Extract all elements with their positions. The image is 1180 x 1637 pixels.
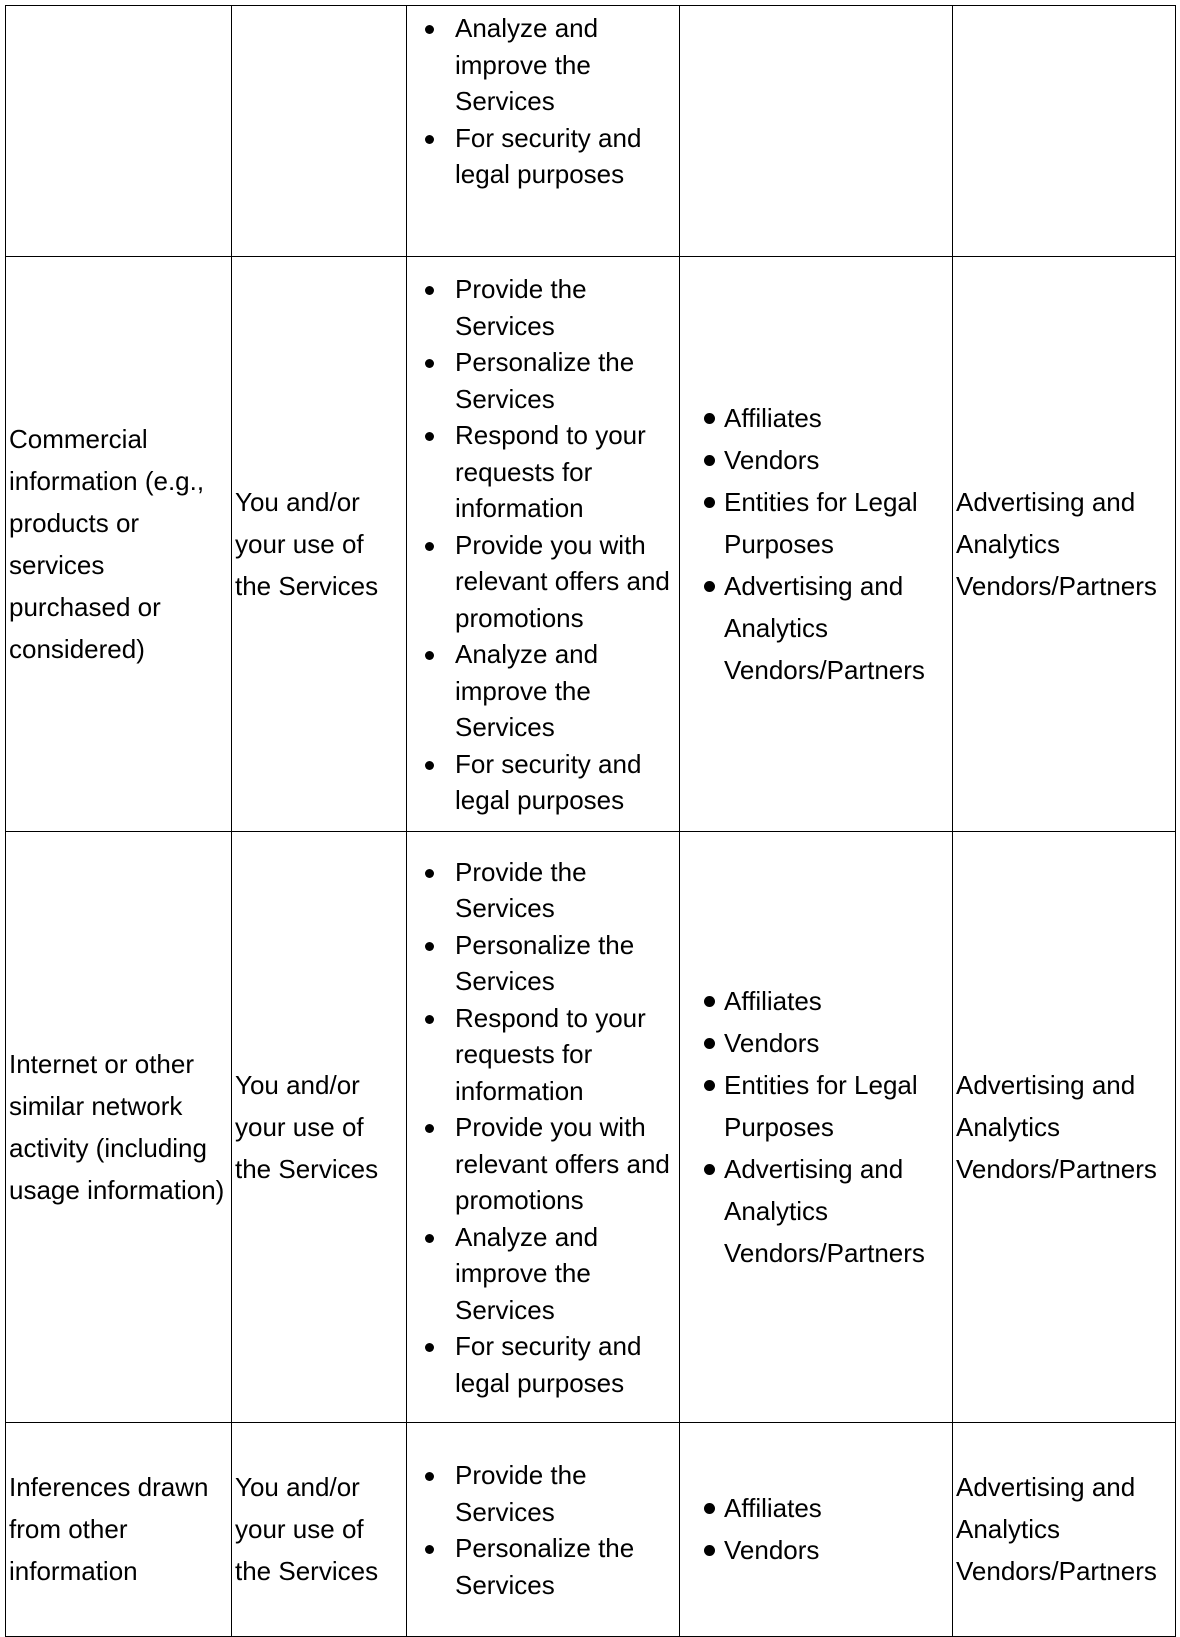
purposes-list [407,6,679,205]
source-text: You and/or your use of the Services [235,486,379,601]
purposes-list [407,1443,679,1615]
purposes-cell [407,257,680,832]
list-item: Entities for Legal Purposes [680,1064,948,1148]
list-item: Respond to your requests for information [407,417,671,527]
list-item: Provide you with relevant offers and promotions [407,1109,671,1219]
third-parties-text: Advertising and Analytics Vendors/Partners [956,1069,1157,1184]
category-cell [6,257,232,832]
list-item: Personalize the Services [407,1530,671,1603]
purposes-list [407,840,679,1414]
list-item: Vendors [680,1022,948,1064]
list-item: Personalize the Services [407,927,671,1000]
list-item: Respond to your requests for information [407,1000,671,1110]
purposes-cell [407,1422,680,1636]
privacy-disclosure-table [5,5,1176,1637]
recipients-list [680,1487,952,1571]
list-item: Entities for Legal Purposes [680,481,948,565]
third-parties-cell [953,257,1176,832]
third-parties-text: Advertising and Analytics Vendors/Partners [956,486,1157,601]
third-parties-cell [953,1422,1176,1636]
list-item: Personalize the Services [407,344,671,417]
purposes-cell [407,831,680,1422]
table-row [6,831,1176,1422]
recipients-cell [680,257,953,832]
list-item: Affiliates [680,397,948,439]
recipients-list [680,980,952,1274]
source-text: You and/or your use of the Services [235,1069,379,1184]
list-item: For security and legal purposes [407,746,671,819]
table-row [6,1422,1176,1636]
source-cell [232,6,407,257]
source-cell [232,257,407,832]
category-cell [6,1422,232,1636]
table-row [6,257,1176,832]
source-text: You and/or your use of the Services [235,1472,379,1586]
category-text: Inferences drawn from other information [9,1472,209,1586]
list-item: Vendors [680,1529,948,1571]
category-text: Commercial information (e.g., products or services purchased or considered) [9,423,205,664]
recipients-cell [680,831,953,1422]
category-text: Internet or other similar network activity (including usage information) [9,1048,225,1205]
recipients-list [680,397,952,691]
recipients-cell [680,1422,953,1636]
third-parties-cell [953,6,1176,257]
source-cell [232,831,407,1422]
list-item: Analyze and improve the Services [407,636,671,746]
list-item: Analyze and improve the Services [407,1219,671,1329]
source-cell [232,1422,407,1636]
third-parties-cell [953,831,1176,1422]
list-item: Provide you with relevant offers and promotions [407,527,671,637]
list-item: Provide the Services [407,854,671,927]
purposes-cell [407,6,680,257]
category-cell [6,6,232,257]
list-item: Analyze and improve the Services [407,10,671,120]
list-item: Vendors [680,439,948,481]
list-item: For security and legal purposes [407,120,671,193]
purposes-list [407,257,679,831]
third-parties-text: Advertising and Analytics Vendors/Partners [956,1472,1157,1586]
table-row [6,6,1176,257]
list-item: For security and legal purposes [407,1328,671,1401]
list-item: Advertising and Analytics Vendors/Partners [680,565,948,691]
list-item: Affiliates [680,1487,948,1529]
list-item: Advertising and Analytics Vendors/Partners [680,1148,948,1274]
list-item: Provide the Services [407,271,671,344]
category-cell [6,831,232,1422]
list-item: Provide the Services [407,1457,671,1530]
recipients-cell [680,6,953,257]
list-item: Affiliates [680,980,948,1022]
